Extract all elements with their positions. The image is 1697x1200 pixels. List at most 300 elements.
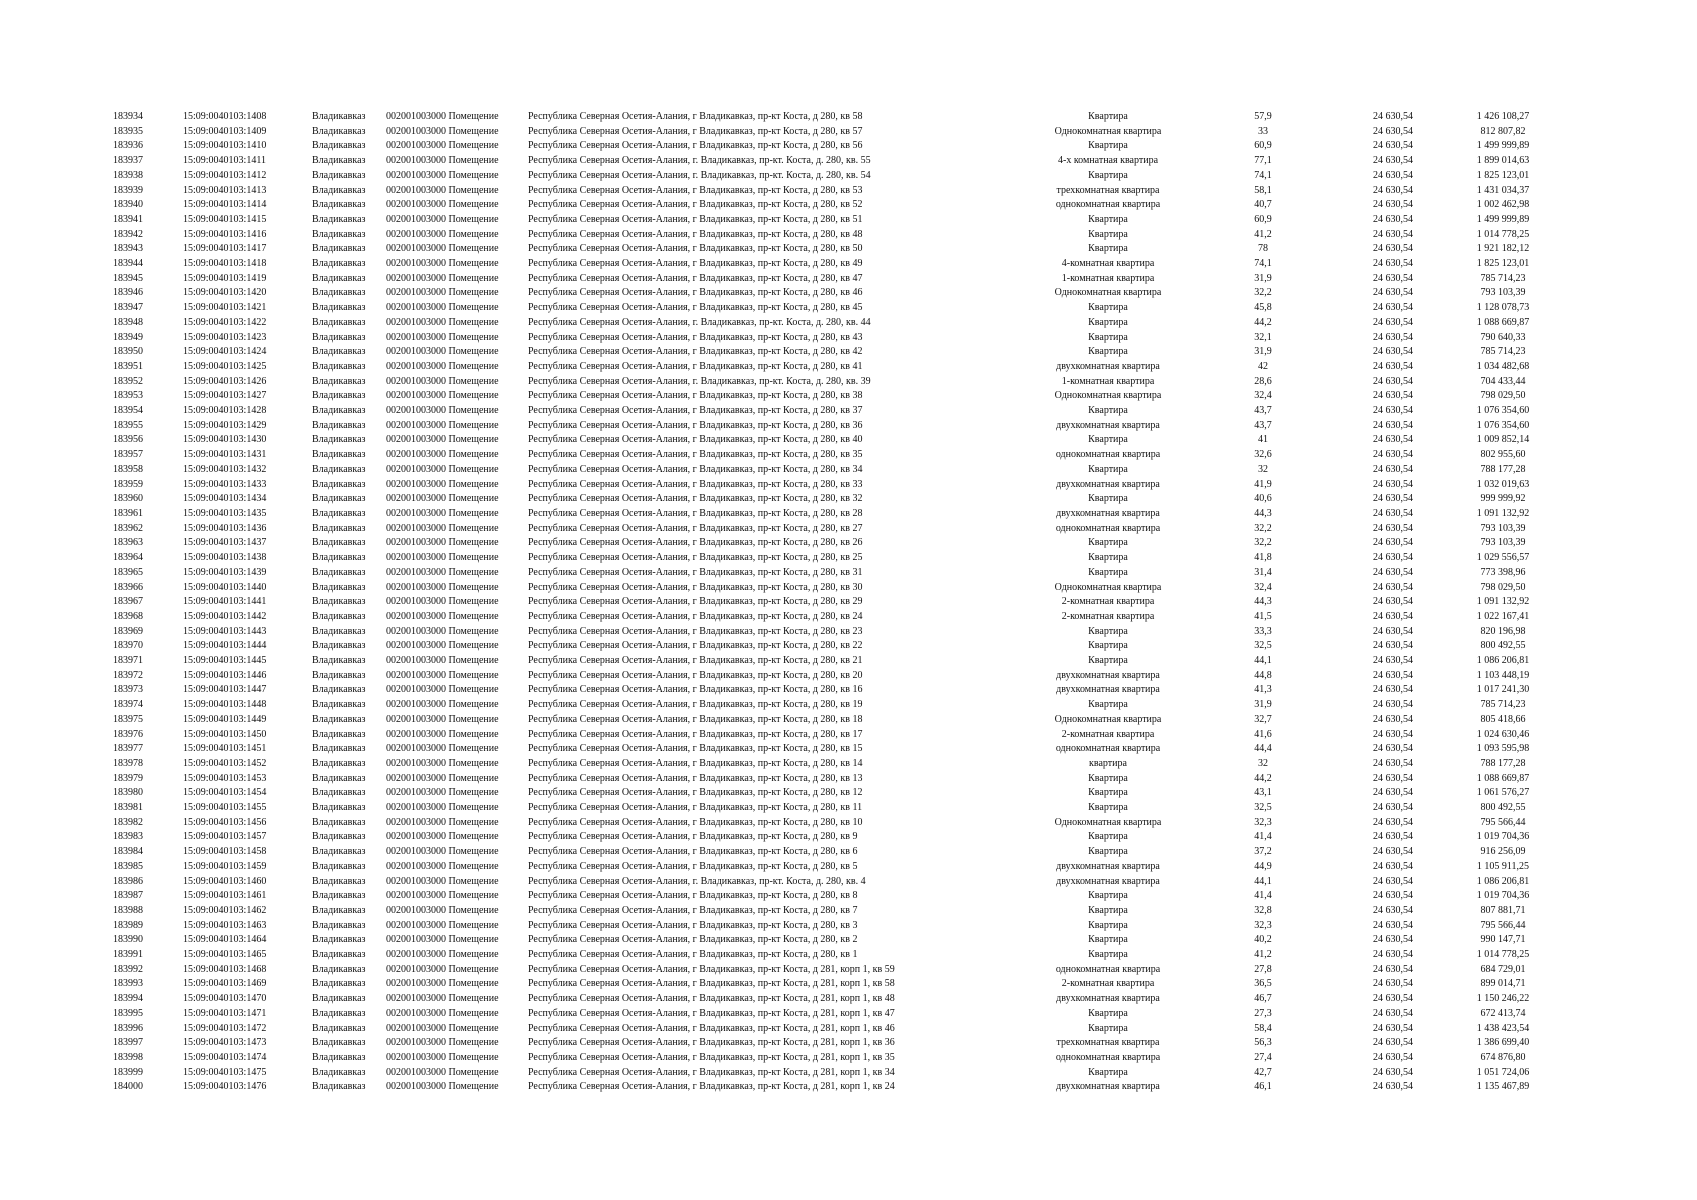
row-number-cell: 183964: [113, 552, 143, 564]
city-cell: Владикавказ: [312, 390, 366, 402]
cadastral-value-cell: 1 825 123,01: [1476, 258, 1530, 270]
row-number-cell: 183951: [113, 360, 143, 372]
apartment-type-cell: 1-комнатная квартира: [1061, 375, 1155, 387]
area-cell: 46,7: [1254, 993, 1272, 1005]
apartment-type-cell: трехкомнатная квартира: [1056, 184, 1160, 196]
address-cell: Республика Северная Осетия-Алания, г Владикавказ, пр-кт Коста, д 280, кв 52: [528, 199, 863, 211]
city-cell: Владикавказ: [312, 963, 366, 975]
cadastral-number-cell: 15:09:0040103:1470: [183, 993, 267, 1005]
address-cell: Республика Северная Осетия-Алания, г Владикавказ, пр-кт Коста, д 280, кв 24: [528, 610, 863, 622]
area-cell: 32,7: [1254, 713, 1272, 725]
cadastral-number-cell: 15:09:0040103:1414: [183, 199, 267, 211]
city-cell: Владикавказ: [312, 875, 366, 887]
table-row: [113, 433, 1593, 448]
address-cell: Республика Северная Осетия-Алания, г Владикавказ, пр-кт Коста, д 280, кв 31: [528, 566, 863, 578]
area-cell: 40,7: [1254, 199, 1272, 211]
unit-cost-cell: 24 630,54: [1373, 243, 1413, 255]
cadastral-number-cell: 15:09:0040103:1444: [183, 640, 267, 652]
cadastral-number-cell: 15:09:0040103:1433: [183, 478, 267, 490]
unit-cost-cell: 24 630,54: [1373, 272, 1413, 284]
cadastral-number-cell: 15:09:0040103:1447: [183, 684, 267, 696]
table-row: [113, 154, 1593, 169]
object-code-cell: 002001003000 Помещение: [386, 507, 499, 519]
unit-cost-cell: 24 630,54: [1373, 522, 1413, 534]
apartment-type-cell: Квартира: [1088, 831, 1128, 843]
cadastral-number-cell: 15:09:0040103:1464: [183, 934, 267, 946]
table-row: [113, 272, 1593, 287]
object-code-cell: 002001003000 Помещение: [386, 140, 499, 152]
apartment-type-cell: Однокомнатная квартира: [1054, 125, 1162, 137]
city-cell: Владикавказ: [312, 1022, 366, 1034]
cadastral-value-cell: 999 999,92: [1480, 493, 1526, 505]
row-number-cell: 183935: [113, 125, 143, 137]
cadastral-number-cell: 15:09:0040103:1436: [183, 522, 267, 534]
city-cell: Владикавказ: [312, 610, 366, 622]
area-cell: 42,7: [1254, 1066, 1272, 1078]
apartment-type-cell: двухкомнатная квартира: [1056, 875, 1160, 887]
table-row: [113, 801, 1593, 816]
cadastral-value-cell: 795 566,44: [1480, 919, 1526, 931]
object-code-cell: 002001003000 Помещение: [386, 713, 499, 725]
table-row: [113, 139, 1593, 154]
table-row: [113, 331, 1593, 346]
city-cell: Владикавказ: [312, 802, 366, 814]
row-number-cell: 183939: [113, 184, 143, 196]
address-cell: Республика Северная Осетия-Алания, г Владикавказ, пр-кт Коста, д 280, кв 35: [528, 449, 863, 461]
cadastral-number-cell: 15:09:0040103:1417: [183, 243, 267, 255]
row-number-cell: 183988: [113, 904, 143, 916]
city-cell: Владикавказ: [312, 1007, 366, 1019]
apartment-type-cell: Квартира: [1088, 566, 1128, 578]
cadastral-number-cell: 15:09:0040103:1439: [183, 566, 267, 578]
cadastral-value-cell: 1 093 595,98: [1476, 743, 1530, 755]
apartment-type-cell: Квартира: [1088, 699, 1128, 711]
unit-cost-cell: 24 630,54: [1373, 757, 1413, 769]
unit-cost-cell: 24 630,54: [1373, 316, 1413, 328]
unit-cost-cell: 24 630,54: [1373, 625, 1413, 637]
city-cell: Владикавказ: [312, 213, 366, 225]
cadastral-number-cell: 15:09:0040103:1419: [183, 272, 267, 284]
city-cell: Владикавказ: [312, 360, 366, 372]
address-cell: Республика Северная Осетия-Алания, г Владикавказ, пр-кт Коста, д 280, кв 41: [528, 360, 863, 372]
row-number-cell: 183986: [113, 875, 143, 887]
area-cell: 41,3: [1254, 684, 1272, 696]
cadastral-value-cell: 1 899 014,63: [1476, 155, 1530, 167]
address-cell: Республика Северная Осетия-Алания, г Владикавказ, пр-кт Коста, д 281, корп 1, кв 59: [528, 963, 895, 975]
area-cell: 31,9: [1254, 699, 1272, 711]
area-cell: 32,3: [1254, 816, 1272, 828]
cadastral-value-cell: 785 714,23: [1480, 272, 1526, 284]
cadastral-number-cell: 15:09:0040103:1458: [183, 846, 267, 858]
unit-cost-cell: 24 630,54: [1373, 640, 1413, 652]
row-number-cell: 183938: [113, 169, 143, 181]
address-cell: Республика Северная Осетия-Алания, г Владикавказ, пр-кт Коста, д 280, кв 7: [528, 904, 858, 916]
city-cell: Владикавказ: [312, 978, 366, 990]
table-row: [113, 1051, 1593, 1066]
cadastral-value-cell: 1 002 462,98: [1476, 199, 1530, 211]
object-code-cell: 002001003000 Помещение: [386, 831, 499, 843]
address-cell: Республика Северная Осетия-Алания, г Владикавказ, пр-кт Коста, д 280, кв 49: [528, 258, 863, 270]
cadastral-number-cell: 15:09:0040103:1451: [183, 743, 267, 755]
area-cell: 32,8: [1254, 904, 1272, 916]
area-cell: 32,2: [1254, 287, 1272, 299]
apartment-type-cell: Квартира: [1088, 1066, 1128, 1078]
cadastral-number-cell: 15:09:0040103:1440: [183, 581, 267, 593]
object-code-cell: 002001003000 Помещение: [386, 111, 499, 122]
object-code-cell: 002001003000 Помещение: [386, 625, 499, 637]
apartment-type-cell: Квартира: [1088, 846, 1128, 858]
cadastral-value-cell: 1 034 482,68: [1476, 360, 1530, 372]
object-code-cell: 002001003000 Помещение: [386, 757, 499, 769]
unit-cost-cell: 24 630,54: [1373, 963, 1413, 975]
unit-cost-cell: 24 630,54: [1373, 816, 1413, 828]
city-cell: Владикавказ: [312, 816, 366, 828]
apartment-type-cell: Квартира: [1088, 111, 1128, 122]
row-number-cell: 183970: [113, 640, 143, 652]
area-cell: 41,8: [1254, 552, 1272, 564]
area-cell: 32: [1258, 463, 1268, 475]
cadastral-value-cell: 684 729,01: [1480, 963, 1526, 975]
object-code-cell: 002001003000 Помещение: [386, 1081, 499, 1093]
object-code-cell: 002001003000 Помещение: [386, 405, 499, 417]
area-cell: 44,9: [1254, 860, 1272, 872]
city-cell: Владикавказ: [312, 787, 366, 799]
cadastral-number-cell: 15:09:0040103:1463: [183, 919, 267, 931]
cadastral-number-cell: 15:09:0040103:1422: [183, 316, 267, 328]
cadastral-value-cell: 1 426 108,27: [1476, 111, 1530, 122]
city-cell: Владикавказ: [312, 493, 366, 505]
address-cell: Республика Северная Осетия-Алания, г Владикавказ, пр-кт Коста, д 280, кв 40: [528, 434, 863, 446]
area-cell: 40,6: [1254, 493, 1272, 505]
unit-cost-cell: 24 630,54: [1373, 978, 1413, 990]
table-row: [113, 992, 1593, 1007]
city-cell: Владикавказ: [312, 1081, 366, 1093]
city-cell: Владикавказ: [312, 684, 366, 696]
unit-cost-cell: 24 630,54: [1373, 699, 1413, 711]
row-number-cell: 183960: [113, 493, 143, 505]
row-number-cell: 183941: [113, 213, 143, 225]
table-row: [113, 492, 1593, 507]
unit-cost-cell: 24 630,54: [1373, 743, 1413, 755]
apartment-type-cell: Квартира: [1088, 772, 1128, 784]
cadastral-number-cell: 15:09:0040103:1437: [183, 537, 267, 549]
cadastral-number-cell: 15:09:0040103:1472: [183, 1022, 267, 1034]
unit-cost-cell: 24 630,54: [1373, 111, 1413, 122]
table-row: [113, 639, 1593, 654]
table-row: [113, 933, 1593, 948]
address-cell: Республика Северная Осетия-Алания, г Владикавказ, пр-кт Коста, д 280, кв 12: [528, 787, 863, 799]
cadastral-number-cell: 15:09:0040103:1434: [183, 493, 267, 505]
row-number-cell: 183942: [113, 228, 143, 240]
city-cell: Владикавказ: [312, 699, 366, 711]
city-cell: Владикавказ: [312, 1052, 366, 1063]
city-cell: Владикавказ: [312, 375, 366, 387]
table-row: [113, 1022, 1593, 1037]
city-cell: Владикавказ: [312, 669, 366, 681]
object-code-cell: 002001003000 Помещение: [386, 316, 499, 328]
city-cell: Владикавказ: [312, 463, 366, 475]
row-number-cell: 183946: [113, 287, 143, 299]
address-cell: Республика Северная Осетия-Алания, г Владикавказ, пр-кт Коста, д 280, кв 3: [528, 919, 858, 931]
city-cell: Владикавказ: [312, 625, 366, 637]
cadastral-value-cell: 1 088 669,87: [1476, 772, 1530, 784]
table-row: [113, 507, 1593, 522]
row-number-cell: 183975: [113, 713, 143, 725]
table-row: [113, 536, 1593, 551]
cadastral-value-cell: 1 029 556,57: [1476, 552, 1530, 564]
cadastral-number-cell: 15:09:0040103:1413: [183, 184, 267, 196]
cadastral-value-cell: 1 061 576,27: [1476, 787, 1530, 799]
unit-cost-cell: 24 630,54: [1373, 537, 1413, 549]
area-cell: 32,4: [1254, 390, 1272, 402]
row-number-cell: 183955: [113, 419, 143, 431]
unit-cost-cell: 24 630,54: [1373, 390, 1413, 402]
row-number-cell: 183962: [113, 522, 143, 534]
table-row: [113, 110, 1593, 125]
address-cell: Республика Северная Осетия-Алания, г Владикавказ, пр-кт Коста, д 280, кв 21: [528, 655, 863, 667]
cadastral-value-cell: 805 418,66: [1480, 713, 1526, 725]
area-cell: 32,2: [1254, 522, 1272, 534]
address-cell: Республика Северная Осетия-Алания, г Владикавказ, пр-кт Коста, д 280, кв 29: [528, 596, 863, 608]
row-number-cell: 183945: [113, 272, 143, 284]
table-row: [113, 1007, 1593, 1022]
area-cell: 36,5: [1254, 978, 1272, 990]
unit-cost-cell: 24 630,54: [1373, 728, 1413, 740]
city-cell: Владикавказ: [312, 728, 366, 740]
unit-cost-cell: 24 630,54: [1373, 684, 1413, 696]
city-cell: Владикавказ: [312, 258, 366, 270]
row-number-cell: 183987: [113, 890, 143, 902]
address-cell: Республика Северная Осетия-Алания, г Владикавказ, пр-кт Коста, д 280, кв 19: [528, 699, 863, 711]
cadastral-value-cell: 795 566,44: [1480, 816, 1526, 828]
cadastral-value-cell: 1 091 132,92: [1476, 507, 1530, 519]
row-number-cell: 183940: [113, 199, 143, 211]
unit-cost-cell: 24 630,54: [1373, 1066, 1413, 1078]
apartment-type-cell: 2-комнатная квартира: [1061, 728, 1155, 740]
cadastral-number-cell: 15:09:0040103:1408: [183, 111, 267, 122]
cadastral-value-cell: 773 398,96: [1480, 566, 1526, 578]
area-cell: 74,1: [1254, 258, 1272, 270]
table-row: [113, 581, 1593, 596]
object-code-cell: 002001003000 Помещение: [386, 890, 499, 902]
row-number-cell: 183957: [113, 449, 143, 461]
row-number-cell: 183985: [113, 860, 143, 872]
cadastral-value-cell: 1 499 999,89: [1476, 140, 1530, 152]
object-code-cell: 002001003000 Помещение: [386, 552, 499, 564]
row-number-cell: 183967: [113, 596, 143, 608]
area-cell: 31,4: [1254, 566, 1272, 578]
table-row: [113, 345, 1593, 360]
area-cell: 41,6: [1254, 728, 1272, 740]
unit-cost-cell: 24 630,54: [1373, 258, 1413, 270]
city-cell: Владикавказ: [312, 346, 366, 358]
unit-cost-cell: 24 630,54: [1373, 1081, 1413, 1093]
table-row: [113, 816, 1593, 831]
cadastral-value-cell: 1 019 704,36: [1476, 831, 1530, 843]
apartment-type-cell: Квартира: [1088, 140, 1128, 152]
unit-cost-cell: 24 630,54: [1373, 787, 1413, 799]
object-code-cell: 002001003000 Помещение: [386, 816, 499, 828]
area-cell: 60,9: [1254, 213, 1272, 225]
apartment-type-cell: Квартира: [1088, 434, 1128, 446]
cadastral-value-cell: 798 029,50: [1480, 581, 1526, 593]
address-cell: Республика Северная Осетия-Алания, г Владикавказ, пр-кт Коста, д 280, кв 13: [528, 772, 863, 784]
object-code-cell: 002001003000 Помещение: [386, 1007, 499, 1019]
cadastral-value-cell: 916 256,09: [1480, 846, 1526, 858]
table-row: [113, 904, 1593, 919]
object-code-cell: 002001003000 Помещение: [386, 287, 499, 299]
cadastral-number-cell: 15:09:0040103:1457: [183, 831, 267, 843]
unit-cost-cell: 24 630,54: [1373, 360, 1413, 372]
address-cell: Республика Северная Осетия-Алания, г Владикавказ, пр-кт Коста, д 281, корп 1, кв 48: [528, 993, 895, 1005]
city-cell: Владикавказ: [312, 846, 366, 858]
cadastral-value-cell: 704 433,44: [1480, 375, 1526, 387]
city-cell: Владикавказ: [312, 1037, 366, 1049]
object-code-cell: 002001003000 Помещение: [386, 419, 499, 431]
object-code-cell: 002001003000 Помещение: [386, 978, 499, 990]
row-number-cell: 183991: [113, 949, 143, 961]
unit-cost-cell: 24 630,54: [1373, 772, 1413, 784]
city-cell: Владикавказ: [312, 507, 366, 519]
cadastral-number-cell: 15:09:0040103:1459: [183, 860, 267, 872]
unit-cost-cell: 24 630,54: [1373, 302, 1413, 314]
address-cell: Республика Северная Осетия-Алания, г Владикавказ, пр-кт Коста, д 280, кв 2: [528, 934, 858, 946]
apartment-type-cell: двухкомнатная квартира: [1056, 1081, 1160, 1093]
address-cell: Республика Северная Осетия-Алания, г Владикавказ, пр-кт Коста, д 280, кв 15: [528, 743, 863, 755]
row-number-cell: 183995: [113, 1007, 143, 1019]
row-number-cell: 183965: [113, 566, 143, 578]
table-row: [113, 889, 1593, 904]
cadastral-value-cell: 1 103 448,19: [1476, 669, 1530, 681]
row-number-cell: 183971: [113, 655, 143, 667]
apartment-type-cell: Однокомнатная квартира: [1054, 287, 1162, 299]
cadastral-number-cell: 15:09:0040103:1456: [183, 816, 267, 828]
address-cell: Республика Северная Осетия-Алания, г Владикавказ, пр-кт Коста, д 280, кв 25: [528, 552, 863, 564]
object-code-cell: 002001003000 Помещение: [386, 125, 499, 137]
area-cell: 28,6: [1254, 375, 1272, 387]
unit-cost-cell: 24 630,54: [1373, 596, 1413, 608]
apartment-type-cell: Квартира: [1088, 625, 1128, 637]
city-cell: Владикавказ: [312, 566, 366, 578]
row-number-cell: 183981: [113, 802, 143, 814]
unit-cost-cell: 24 630,54: [1373, 566, 1413, 578]
table-row: [113, 875, 1593, 890]
area-cell: 43,1: [1254, 787, 1272, 799]
unit-cost-cell: 24 630,54: [1373, 934, 1413, 946]
row-number-cell: 183963: [113, 537, 143, 549]
unit-cost-cell: 24 630,54: [1373, 419, 1413, 431]
table-row: [113, 213, 1593, 228]
table-row: [113, 1066, 1593, 1081]
row-number-cell: 183979: [113, 772, 143, 784]
unit-cost-cell: 24 630,54: [1373, 493, 1413, 505]
city-cell: Владикавказ: [312, 478, 366, 490]
address-cell: Республика Северная Осетия-Алания, г. Владикавказ, пр-кт. Коста, д. 280, кв. 54: [528, 169, 871, 181]
table-row: [113, 772, 1593, 787]
row-number-cell: 183966: [113, 581, 143, 593]
address-cell: Республика Северная Осетия-Алания, г Владикавказ, пр-кт Коста, д 280, кв 37: [528, 405, 863, 417]
apartment-type-cell: Квартира: [1088, 1007, 1128, 1019]
address-cell: Республика Северная Осетия-Алания, г Владикавказ, пр-кт Коста, д 280, кв 38: [528, 390, 863, 402]
apartment-type-cell: Квартира: [1088, 243, 1128, 255]
table-row: [113, 669, 1593, 684]
area-cell: 56,3: [1254, 1037, 1272, 1049]
cadastral-value-cell: 1 076 354,60: [1476, 405, 1530, 417]
cadastral-number-cell: 15:09:0040103:1473: [183, 1037, 267, 1049]
object-code-cell: 002001003000 Помещение: [386, 772, 499, 784]
object-code-cell: 002001003000 Помещение: [386, 213, 499, 225]
object-code-cell: 002001003000 Помещение: [386, 493, 499, 505]
row-number-cell: 183996: [113, 1022, 143, 1034]
cadastral-number-cell: 15:09:0040103:1411: [183, 155, 266, 167]
table-row: [113, 786, 1593, 801]
apartment-type-cell: двухкомнатная квартира: [1056, 993, 1160, 1005]
apartment-type-cell: Однокомнатная квартира: [1054, 390, 1162, 402]
address-cell: Республика Северная Осетия-Алания, г Владикавказ, пр-кт Коста, д 280, кв 1: [528, 949, 858, 961]
cadastral-number-cell: 15:09:0040103:1428: [183, 405, 267, 417]
row-number-cell: 183958: [113, 463, 143, 475]
unit-cost-cell: 24 630,54: [1373, 713, 1413, 725]
address-cell: Республика Северная Осетия-Алания, г Владикавказ, пр-кт Коста, д 280, кв 45: [528, 302, 863, 314]
row-number-cell: 183984: [113, 846, 143, 858]
address-cell: Республика Северная Осетия-Алания, г Владикавказ, пр-кт Коста, д 280, кв 34: [528, 463, 863, 475]
apartment-type-cell: Квартира: [1088, 405, 1128, 417]
city-cell: Владикавказ: [312, 405, 366, 417]
area-cell: 44,3: [1254, 507, 1272, 519]
row-number-cell: 183950: [113, 346, 143, 358]
area-cell: 44,2: [1254, 772, 1272, 784]
row-number-cell: 183959: [113, 478, 143, 490]
table-row: [113, 683, 1593, 698]
table-row: [113, 463, 1593, 478]
area-cell: 41: [1258, 434, 1268, 446]
object-code-cell: 002001003000 Помещение: [386, 963, 499, 975]
address-cell: Республика Северная Осетия-Алания, г Владикавказ, пр-кт Коста, д 281, корп 1, кв 47: [528, 1007, 895, 1019]
unit-cost-cell: 24 630,54: [1373, 669, 1413, 681]
unit-cost-cell: 24 630,54: [1373, 860, 1413, 872]
cadastral-value-cell: 793 103,39: [1480, 287, 1526, 299]
cadastral-number-cell: 15:09:0040103:1475: [183, 1066, 267, 1078]
city-cell: Владикавказ: [312, 949, 366, 961]
address-cell: Республика Северная Осетия-Алания, г Владикавказ, пр-кт Коста, д 280, кв 22: [528, 640, 863, 652]
cadastral-value-cell: 672 413,74: [1480, 1007, 1526, 1019]
address-cell: Республика Северная Осетия-Алания, г Владикавказ, пр-кт Коста, д 280, кв 17: [528, 728, 863, 740]
cadastral-number-cell: 15:09:0040103:1423: [183, 331, 267, 343]
cadastral-number-cell: 15:09:0040103:1469: [183, 978, 267, 990]
address-cell: Республика Северная Осетия-Алания, г Владикавказ, пр-кт Коста, д 280, кв 50: [528, 243, 863, 255]
object-code-cell: 002001003000 Помещение: [386, 699, 499, 711]
cadastral-value-cell: 790 640,33: [1480, 331, 1526, 343]
address-cell: Республика Северная Осетия-Алания, г. Владикавказ, пр-кт. Коста, д. 280, кв. 4: [528, 875, 866, 887]
area-cell: 32,6: [1254, 449, 1272, 461]
cadastral-value-cell: 800 492,55: [1480, 802, 1526, 814]
unit-cost-cell: 24 630,54: [1373, 949, 1413, 961]
area-cell: 31,9: [1254, 346, 1272, 358]
object-code-cell: 002001003000 Помещение: [386, 1022, 499, 1034]
apartment-type-cell: однокомнатная квартира: [1055, 449, 1161, 461]
unit-cost-cell: 24 630,54: [1373, 199, 1413, 211]
apartment-type-cell: двухкомнатная квартира: [1056, 507, 1160, 519]
apartment-type-cell: трехкомнатная квартира: [1056, 1037, 1160, 1049]
cadastral-value-cell: 800 492,55: [1480, 640, 1526, 652]
cadastral-value-cell: 788 177,28: [1480, 757, 1526, 769]
city-cell: Владикавказ: [312, 919, 366, 931]
address-cell: Республика Северная Осетия-Алания, г Владикавказ, пр-кт Коста, д 281, корп 1, кв 34: [528, 1066, 895, 1078]
city-cell: Владикавказ: [312, 302, 366, 314]
object-code-cell: 002001003000 Помещение: [386, 904, 499, 916]
cadastral-number-cell: 15:09:0040103:1415: [183, 213, 267, 225]
address-cell: Республика Северная Осетия-Алания, г Владикавказ, пр-кт Коста, д 280, кв 32: [528, 493, 863, 505]
